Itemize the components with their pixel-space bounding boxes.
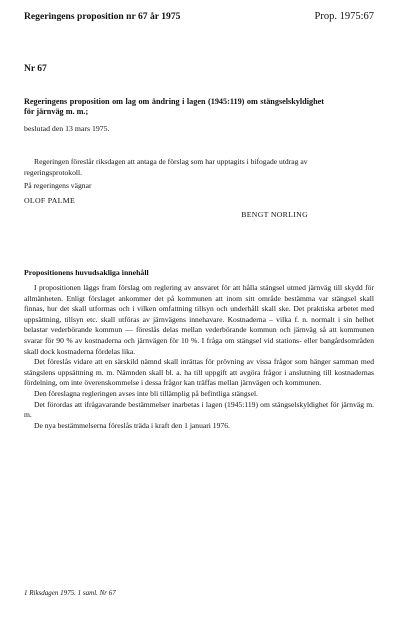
prime-minister-signature: OLOF PALME [24,196,76,205]
body-paragraph: Det föreslås vidare att en särskild nämnd skall inrättas för prövning av vissa frågor som hänger samman med stängslens uppsättning m. m. Nämnden skall bl. a. ha till uppgift att avgöra frågor i anslutning till kostnadernas fördelning, om inte överenskommelse i dessa frågor kan träffas mellan järnvägen och kommunen. [24,357,374,388]
body-paragraph: Den föreslagna regleringen avses inte bli tillämplig på befintliga stängsel. [34,388,258,398]
running-header: Regeringens proposition nr 67 år 1975 [24,11,181,22]
page-footer: 1 Riksdagen 1975. 1 saml. Nr 67 [24,589,116,597]
proposition-number-header: Prop. 1975:67 [314,11,374,22]
body-paragraph: Det förordas att ifrågavarande bestämmelser inarbetas i lagen (1945:119) om stängselskyldighet för järnväg m. m. [24,399,374,420]
on-behalf-line: På regeringens vägnar [24,181,92,190]
decision-date: beslutad den 13 mars 1975. [24,124,110,133]
document-number: Nr 67 [24,64,47,74]
intro-section [24,156,332,178]
proposition-title: Regeringens proposition om lag om ändring i lagen (1945:119) om stängselskyldighet för järnväg m. m.; [24,97,324,116]
minister-signature: BENGT NORLING [241,210,308,219]
summary-body [24,283,374,431]
body-paragraph: I propositionen läggs fram förslag om reglering av ansvaret för att hålla stängsel utmed järnväg till skydd för allmänheten. Enligt förslaget ankommer det på kommunen att inom sitt område bestämma var stängsel skall finnas, hur det skall utformas och i vilken omfattning tillsyn och underhåll skall ske. Det praktiska arbetet med uppsättning, tillsyn etc. skall utföras av järnvägens innehavare. Kostnaderna – vilka f. n. normalt i sin helhet belastar vederbörande kommun — föreslås delas mellan vederbörande kommun och järnväg så att kommunen svarar för 90 % av kostnaderna och järnvägen för 10 %. I fråga om stängsel vid stations- eller bangårdsområden skall dock kostnaderna fördelas lika. [24,283,374,356]
intro-paragraph: Regeringen föreslår riksdagen att antaga de förslag som har upptagits i bifogade utdrag av regeringsprotokoll. [24,157,308,178]
body-paragraph: De nya bestämmelserna föreslås träda i kraft den 1 januari 1976. [34,420,230,430]
section-heading: Propositionens huvudsakliga innehåll [24,268,149,277]
